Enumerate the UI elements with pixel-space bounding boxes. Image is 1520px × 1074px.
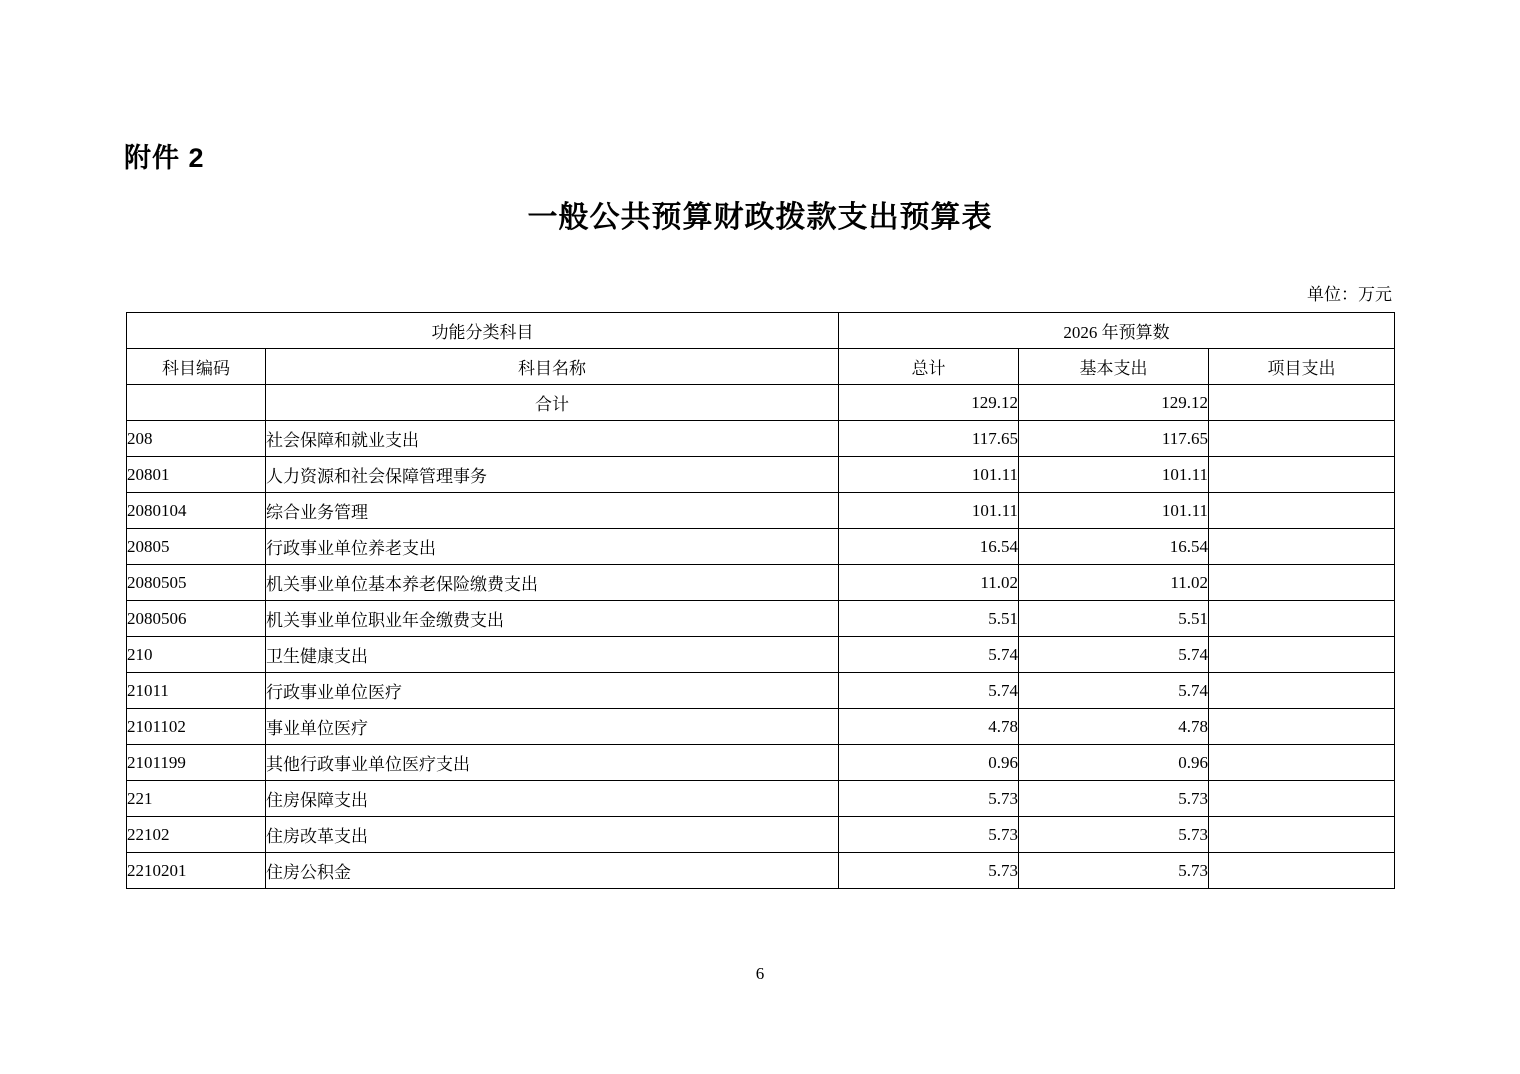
cell-subject-code: 2210201 bbox=[127, 853, 266, 889]
cell-subject-name: 其他行政事业单位医疗支出 bbox=[266, 745, 839, 781]
cell-subject-code: 20801 bbox=[127, 457, 266, 493]
cell-subject-name: 人力资源和社会保障管理事务 bbox=[266, 457, 839, 493]
table-row bbox=[127, 385, 1395, 421]
table-row bbox=[127, 781, 1395, 817]
cell-total: 0.96 bbox=[839, 745, 1019, 781]
cell-subject-name: 卫生健康支出 bbox=[266, 637, 839, 673]
header-budget-year: 2026 年预算数 bbox=[839, 313, 1395, 349]
table-row bbox=[127, 745, 1395, 781]
page-title: 一般公共预算财政拨款支出预算表 bbox=[527, 201, 993, 234]
cell-subject-code: 2101102 bbox=[127, 709, 266, 745]
budget-table bbox=[126, 312, 1395, 889]
cell-basic-expenditure: 5.73 bbox=[1019, 853, 1209, 889]
cell-project-expenditure bbox=[1209, 493, 1395, 529]
table-row bbox=[127, 709, 1395, 745]
cell-subject-name: 社会保障和就业支出 bbox=[266, 421, 839, 457]
cell-subject-name: 机关事业单位基本养老保险缴费支出 bbox=[266, 565, 839, 601]
cell-subject-code: 2080505 bbox=[127, 565, 266, 601]
header-project-expenditure: 项目支出 bbox=[1209, 349, 1395, 385]
cell-subject-name: 住房保障支出 bbox=[266, 781, 839, 817]
cell-subject-code: 21011 bbox=[127, 673, 266, 709]
cell-total: 101.11 bbox=[839, 493, 1019, 529]
header-functional-classification: 功能分类科目 bbox=[127, 313, 839, 349]
cell-basic-expenditure: 101.11 bbox=[1019, 493, 1209, 529]
cell-total: 129.12 bbox=[839, 385, 1019, 421]
cell-subject-name: 行政事业单位医疗 bbox=[266, 673, 839, 709]
table-row bbox=[127, 457, 1395, 493]
cell-total: 5.51 bbox=[839, 601, 1019, 637]
cell-total: 11.02 bbox=[839, 565, 1019, 601]
header-total: 总计 bbox=[839, 349, 1019, 385]
cell-basic-expenditure: 5.74 bbox=[1019, 637, 1209, 673]
cell-total: 117.65 bbox=[839, 421, 1019, 457]
cell-basic-expenditure: 5.73 bbox=[1019, 781, 1209, 817]
table-row bbox=[127, 601, 1395, 637]
cell-project-expenditure bbox=[1209, 781, 1395, 817]
cell-project-expenditure bbox=[1209, 529, 1395, 565]
header-basic-expenditure: 基本支出 bbox=[1019, 349, 1209, 385]
table-row bbox=[127, 637, 1395, 673]
cell-basic-expenditure: 5.73 bbox=[1019, 817, 1209, 853]
header-subject-code: 科目编码 bbox=[127, 349, 266, 385]
cell-project-expenditure bbox=[1209, 457, 1395, 493]
cell-project-expenditure bbox=[1209, 601, 1395, 637]
cell-subject-code bbox=[127, 385, 266, 421]
cell-basic-expenditure: 5.74 bbox=[1019, 673, 1209, 709]
cell-project-expenditure bbox=[1209, 637, 1395, 673]
cell-subject-code: 2080104 bbox=[127, 493, 266, 529]
table-row bbox=[127, 529, 1395, 565]
cell-subject-name: 综合业务管理 bbox=[266, 493, 839, 529]
cell-basic-expenditure: 11.02 bbox=[1019, 565, 1209, 601]
cell-subject-name: 住房公积金 bbox=[266, 853, 839, 889]
cell-total: 5.73 bbox=[839, 853, 1019, 889]
cell-project-expenditure bbox=[1209, 745, 1395, 781]
cell-subject-code: 20805 bbox=[127, 529, 266, 565]
cell-total: 5.74 bbox=[839, 637, 1019, 673]
cell-project-expenditure bbox=[1209, 853, 1395, 889]
cell-subject-code: 210 bbox=[127, 637, 266, 673]
cell-total: 5.73 bbox=[839, 817, 1019, 853]
cell-total: 5.73 bbox=[839, 781, 1019, 817]
cell-basic-expenditure: 101.11 bbox=[1019, 457, 1209, 493]
cell-basic-expenditure: 0.96 bbox=[1019, 745, 1209, 781]
table-row bbox=[127, 673, 1395, 709]
table-row bbox=[127, 817, 1395, 853]
cell-basic-expenditure: 16.54 bbox=[1019, 529, 1209, 565]
cell-basic-expenditure: 117.65 bbox=[1019, 421, 1209, 457]
cell-project-expenditure bbox=[1209, 673, 1395, 709]
cell-subject-code: 208 bbox=[127, 421, 266, 457]
cell-project-expenditure bbox=[1209, 709, 1395, 745]
table-header-sub-row bbox=[127, 349, 1395, 385]
cell-subject-code: 221 bbox=[127, 781, 266, 817]
attachment-label: 附件 2 bbox=[124, 143, 205, 173]
cell-subject-code: 2101199 bbox=[127, 745, 266, 781]
cell-project-expenditure bbox=[1209, 421, 1395, 457]
cell-subject-name: 住房改革支出 bbox=[266, 817, 839, 853]
table-row bbox=[127, 421, 1395, 457]
cell-basic-expenditure: 4.78 bbox=[1019, 709, 1209, 745]
cell-project-expenditure bbox=[1209, 817, 1395, 853]
cell-total: 4.78 bbox=[839, 709, 1019, 745]
cell-total: 101.11 bbox=[839, 457, 1019, 493]
header-subject-name: 科目名称 bbox=[266, 349, 839, 385]
cell-subject-code: 22102 bbox=[127, 817, 266, 853]
cell-total: 16.54 bbox=[839, 529, 1019, 565]
cell-subject-name: 合计 bbox=[266, 385, 839, 421]
table-row bbox=[127, 853, 1395, 889]
cell-basic-expenditure: 129.12 bbox=[1019, 385, 1209, 421]
table-row bbox=[127, 565, 1395, 601]
cell-total: 5.74 bbox=[839, 673, 1019, 709]
unit-note: 单位：万元 bbox=[1307, 285, 1392, 304]
cell-project-expenditure bbox=[1209, 565, 1395, 601]
cell-project-expenditure bbox=[1209, 385, 1395, 421]
page-number: 6 bbox=[755, 964, 765, 983]
table-row bbox=[127, 493, 1395, 529]
cell-subject-name: 机关事业单位职业年金缴费支出 bbox=[266, 601, 839, 637]
cell-subject-name: 事业单位医疗 bbox=[266, 709, 839, 745]
cell-subject-name: 行政事业单位养老支出 bbox=[266, 529, 839, 565]
table-header-group-row bbox=[127, 313, 1395, 349]
cell-subject-code: 2080506 bbox=[127, 601, 266, 637]
cell-basic-expenditure: 5.51 bbox=[1019, 601, 1209, 637]
